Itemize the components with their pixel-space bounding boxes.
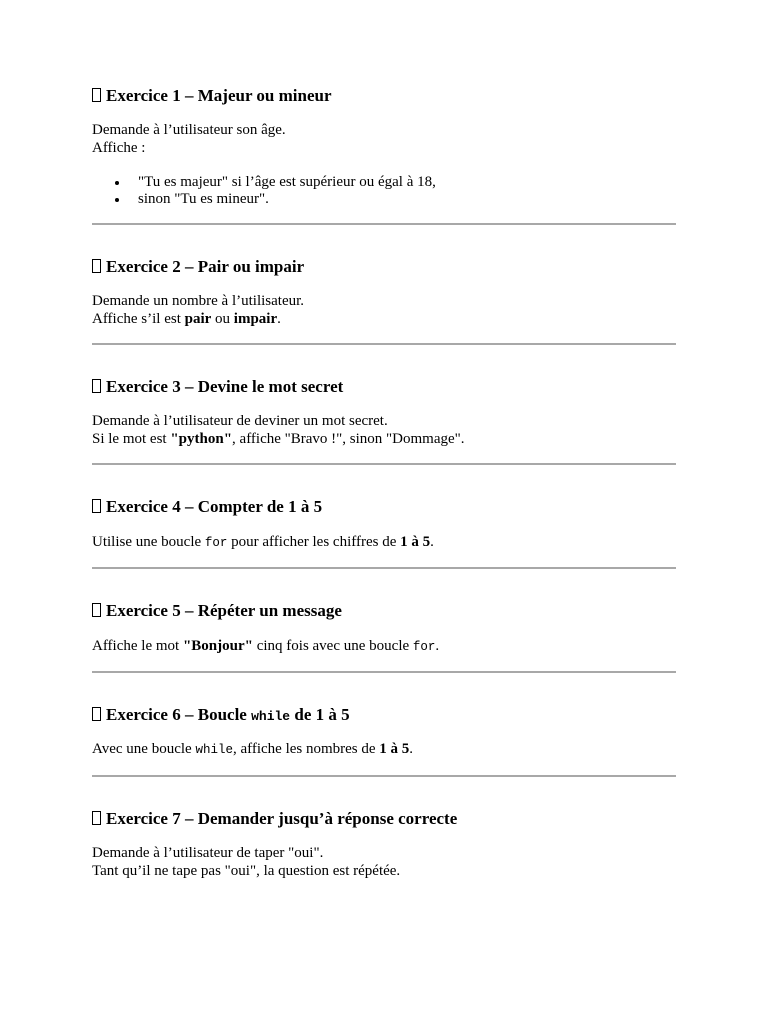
- exercise-2: [92, 257, 676, 327]
- missing-glyph-icon: [92, 379, 101, 393]
- exercise-4-description: [92, 534, 434, 553]
- section-divider: [92, 567, 676, 569]
- exercise-7-line-1: Demande à l’utilisateur de taper "oui".: [92, 845, 324, 861]
- exercise-6-line-1: Avec une boucle while, affiche les nombres de 1 à 5.: [92, 741, 414, 757]
- exercise-3-title: Exercice 3 – Devine le mot secret: [92, 377, 676, 397]
- exercise-2-line-1: Demande un nombre à l’utilisateur.: [92, 293, 305, 309]
- exercise-7-title: Exercice 7 – Demander jusqu’à réponse correcte: [92, 809, 676, 829]
- list-item: "Tu es majeur" si l’âge est supérieur ou égal à 18,: [92, 174, 436, 191]
- inline-code: while: [195, 743, 233, 757]
- exercise-7-line-2: Tant qu’il ne tape pas "oui", la question est répétée.: [92, 862, 401, 879]
- missing-glyph-icon: [92, 811, 101, 825]
- section-divider: [92, 775, 676, 777]
- exercise-6: [92, 705, 676, 757]
- exercise-3-description: [92, 413, 465, 448]
- section-divider: [92, 223, 676, 225]
- exercise-1-line-1: Demande à l’utilisateur son âge.: [92, 122, 286, 138]
- inline-code: for: [412, 640, 436, 654]
- section-divider: [92, 671, 676, 673]
- missing-glyph-icon: [92, 88, 101, 102]
- exercise-3: [92, 377, 676, 447]
- exercise-5-description: [92, 638, 439, 657]
- exercise-4: [92, 497, 676, 550]
- section-divider: [92, 343, 676, 345]
- missing-glyph-icon: [92, 707, 101, 721]
- exercise-1-bullet-list: [92, 174, 436, 208]
- missing-glyph-icon: [92, 603, 101, 617]
- list-item: sinon "Tu es mineur".: [92, 191, 436, 208]
- exercise-1: [92, 86, 676, 207]
- exercise-2-title: Exercice 2 – Pair ou impair: [92, 257, 676, 277]
- exercise-1-title: Exercice 1 – Majeur ou mineur: [92, 86, 676, 106]
- exercise-3-line-1: Demande à l’utilisateur de deviner un mot secret.: [92, 413, 388, 429]
- exercise-5: [92, 601, 676, 654]
- inline-code: while: [251, 709, 291, 724]
- exercise-4-line-1: Utilise une boucle for pour afficher les chiffres de 1 à 5.: [92, 534, 434, 550]
- exercise-2-line-2: Affiche s’il est pair ou impair.: [92, 310, 281, 327]
- exercise-1-line-2: Affiche :: [92, 139, 146, 156]
- exercise-4-title: Exercice 4 – Compter de 1 à 5: [92, 497, 676, 517]
- exercise-6-description: [92, 741, 413, 760]
- exercise-1-description: [92, 122, 286, 157]
- exercise-6-title: Exercice 6 – Boucle while de 1 à 5: [92, 705, 676, 727]
- missing-glyph-icon: [92, 499, 101, 513]
- exercise-5-line-1: Affiche le mot "Bonjour" cinq fois avec une boucle for.: [92, 638, 440, 654]
- inline-code: for: [204, 536, 228, 550]
- exercise-7-description: [92, 845, 400, 880]
- exercise-5-title: Exercice 5 – Répéter un message: [92, 601, 676, 621]
- exercise-3-line-2: Si le mot est "python", affiche "Bravo !", sinon "Dommage".: [92, 430, 465, 447]
- section-divider: [92, 463, 676, 465]
- exercise-7: [92, 809, 676, 879]
- exercise-2-description: [92, 293, 304, 328]
- missing-glyph-icon: [92, 259, 101, 273]
